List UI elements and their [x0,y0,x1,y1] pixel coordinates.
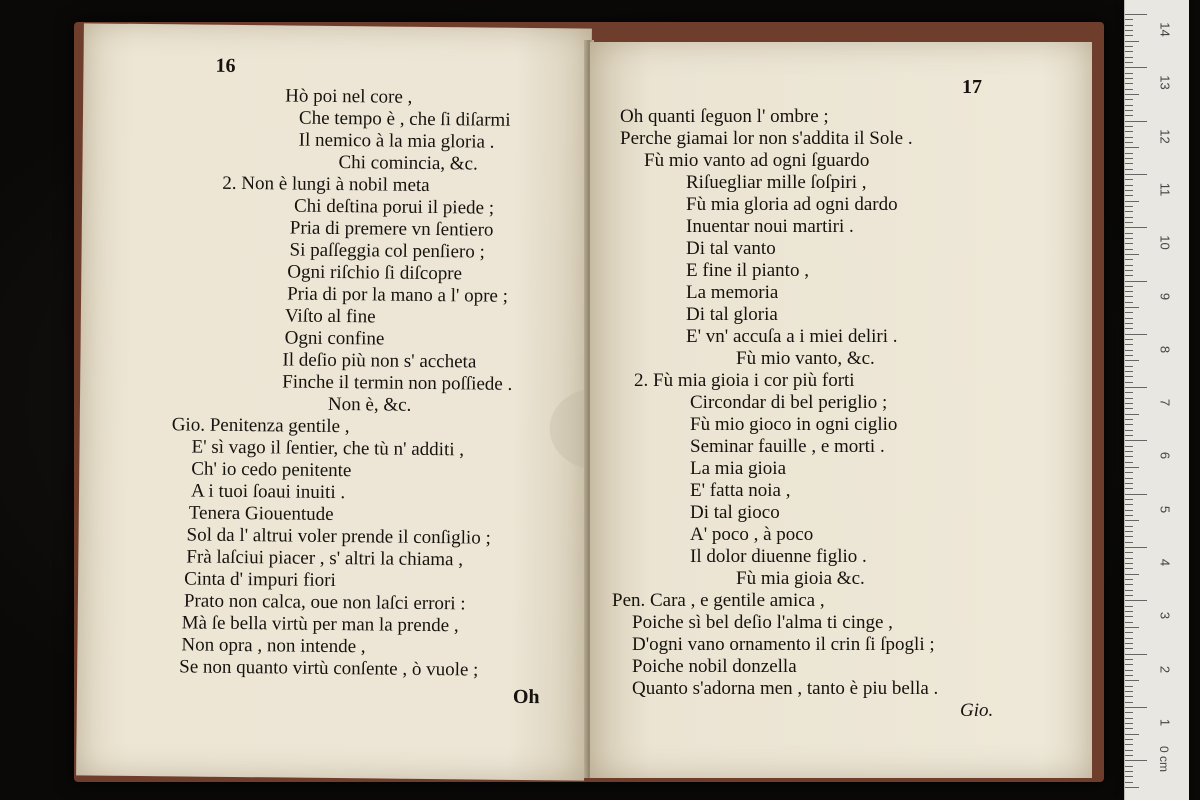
ruler-tick [1125,94,1139,95]
text-line: Fù mio vanto ad ogni ſguardo [644,150,870,171]
text-line: Seminar fauille , e morti . [690,436,885,457]
text-line: Pria di premere vn ſentiero [289,217,494,241]
text-line: Ogni riſchio ſi diſcopre [287,261,463,285]
ruler-tick [1125,291,1133,292]
ruler-tick [1125,606,1133,607]
ruler-tick [1125,750,1133,751]
ruler-tick [1125,57,1133,58]
ruler-tick [1125,414,1139,415]
ruler-tick [1125,504,1133,505]
ruler-tick [1125,296,1133,297]
ruler-tick [1125,355,1133,356]
ruler-tick [1125,302,1133,303]
ruler-tick [1125,392,1133,393]
ruler-tick [1125,243,1133,244]
ruler-tick [1125,766,1133,767]
text-line: Inuentar noui martiri . [686,216,854,237]
ruler-number: 6 [1157,452,1173,460]
text-line: Viſto al fine [284,305,376,328]
ruler-tick [1125,627,1139,628]
text-line: Ogni confine [284,327,385,350]
ruler-tick [1125,552,1133,553]
ruler-tick [1125,478,1133,479]
ruler-tick [1125,227,1147,228]
ruler-tick [1125,382,1133,383]
text-line: Pen. Cara , e gentile amica , [612,590,825,611]
ruler-number: 1 [1157,718,1173,726]
ruler-tick [1125,371,1133,372]
ruler-tick [1125,67,1147,68]
ruler-tick [1125,440,1147,441]
ruler-tick [1125,542,1133,543]
ruler-tick [1125,712,1133,713]
ruler-tick [1125,424,1133,425]
ruler-tick [1125,728,1133,729]
page-number: 16 [215,54,236,77]
text-line: E fine il pianto , [686,260,809,281]
ruler-tick [1125,51,1133,52]
ruler-tick [1125,616,1133,617]
ruler-tick [1125,153,1133,154]
ruler-tick [1125,691,1133,692]
text-line: Di tal vanto [686,238,776,259]
ruler-tick [1125,115,1133,116]
text-line: 2. Non è lungi à nobil meta [222,172,430,196]
ruler-tick [1125,419,1133,420]
text-line: Gio. Penitenza gentile , [171,414,350,438]
ruler-tick [1125,110,1133,111]
text-line: Che tempo è , che ſi diſarmi [298,107,511,131]
ruler-tick [1125,46,1133,47]
text-line: Tenera Giouentude [188,502,334,526]
ruler-tick [1125,584,1133,585]
ruler-tick [1125,467,1139,468]
ruler-tick [1125,360,1139,361]
ruler-number: 11 [1157,182,1173,197]
ruler-tick [1125,376,1133,377]
ruler-tick [1125,19,1133,20]
text-line: Cinta d' impuri fiori [184,568,336,592]
ruler-tick [1125,286,1133,287]
text-line: Fù mio gioco in ogni ciglio [690,414,898,435]
ruler-tick [1125,526,1133,527]
ruler-tick [1125,648,1133,649]
ruler-tick [1125,771,1133,772]
text-line: Oh quanti ſeguon l' ombre ; [620,106,829,127]
ruler-tick [1125,456,1133,457]
text-line: 2. Fù mia gioia i cor più forti [634,370,855,391]
ruler-tick [1125,675,1133,676]
ruler-tick [1125,41,1139,42]
text-line: Chi deſtina porui il piede ; [293,195,495,219]
ruler-tick [1125,563,1133,564]
text-line: E' vn' accuſa a i miei deliri . [686,326,898,347]
ruler-tick [1125,547,1147,548]
ruler-tick [1125,147,1139,148]
text-line: Poiche nobil donzella [632,656,797,677]
text-line: Il deſio più non s' accheta [282,349,477,373]
text-line: Perche giamai lor non s'addita il Sole . [620,128,913,149]
ruler-tick [1125,744,1133,745]
ruler-tick [1125,568,1133,569]
ruler-tick [1125,595,1133,596]
text-line: E' fatta noia , [690,480,791,501]
ruler-tick [1125,233,1133,234]
text-line: A' poco , à poco [690,524,814,545]
text-line: Chi comincia, &c. [338,152,478,175]
text-line: Il nemico à la mia gloria . [298,129,495,153]
text-line: Di tal gioco [690,502,780,523]
ruler-tick [1125,718,1133,719]
ruler-tick [1125,430,1133,431]
ruler-tick [1125,494,1147,495]
left-page [76,23,592,780]
text-line: Di tal gloria [686,304,778,325]
ruler-tick [1125,670,1133,671]
ruler-number: 4 [1157,558,1173,567]
ruler-tick [1125,222,1133,223]
ruler-tick [1125,307,1139,308]
ruler-tick [1125,782,1133,783]
ruler-tick [1125,600,1147,601]
ruler-number: 12 [1157,128,1173,144]
ruler-tick [1125,201,1139,202]
ruler-tick [1125,446,1133,447]
text-line: D'ogni vano ornamento il crin ſi ſpogli ; [632,634,935,655]
text-line: Sol da l' altrui voler prende il conſiglio ; [186,524,491,549]
ruler-tick [1125,312,1133,313]
ruler-tick [1125,73,1133,74]
ruler-tick [1125,366,1133,367]
text-line: Se non quanto virtù conſente , ò vuole ; [179,656,479,681]
ruler-tick [1125,121,1147,122]
ruler-tick [1125,654,1147,655]
ruler-tick [1125,510,1133,511]
ruler-tick [1125,702,1133,703]
text-line: Prato non calca, oue non laſci errori : [183,590,466,615]
text-line: Mà ſe bella virtù per man la prende , [181,612,459,637]
ruler-tick [1125,344,1133,345]
ruler-tick [1125,328,1133,329]
ruler-tick [1125,707,1147,708]
ruler-number: 3 [1157,612,1173,620]
ruler-tick [1125,238,1133,239]
ruler-number: 8 [1157,345,1173,353]
ruler-tick [1125,739,1133,740]
ruler-tick [1125,451,1133,452]
ruler-tick [1125,270,1133,271]
ruler-tick [1125,131,1133,132]
ruler-number: 13 [1157,75,1173,91]
ruler-tick [1125,387,1147,388]
ruler-tick [1125,558,1133,559]
ruler-tick [1125,83,1133,84]
ruler-tick [1125,35,1133,36]
ruler-tick [1125,89,1133,90]
ruler-tick [1125,211,1133,212]
ruler-number: 14 [1157,22,1173,37]
text-line: E' sì vago il ſentier, che tù n' additi , [191,436,465,461]
catch-word: Oh [512,685,540,709]
ruler-tick [1125,142,1133,143]
ruler-tick [1125,659,1133,660]
ruler-number: 2 [1157,665,1173,673]
text-line: Finche il termin non poſſiede . [282,371,513,395]
ruler-tick [1125,499,1133,500]
text-line: Si paſſeggia col penſiero ; [289,239,485,263]
ruler-tick [1125,734,1139,735]
ruler-tick [1125,664,1133,665]
ruler-tick [1125,190,1133,191]
ruler-tick [1125,462,1133,463]
ruler-tick [1125,339,1133,340]
ruler-tick [1125,265,1133,266]
text-line: Il dolor diuenne figlio . [690,546,867,567]
ruler-tick [1125,275,1133,276]
text-line: Poiche sì bel deſio l'alma ti cinge , [632,612,893,633]
ruler-tick [1125,686,1133,687]
ruler-tick [1125,158,1133,159]
ruler-tick [1125,787,1139,788]
ruler-tick [1125,206,1133,207]
catch-word: Gio. [960,700,994,721]
ruler-tick [1125,195,1133,196]
ruler-tick [1125,403,1133,404]
ruler-tick [1125,78,1133,79]
text-line: Hò poi nel core , [285,85,413,108]
ruler-tick [1125,622,1133,623]
text-line: Non opra , non intende , [181,634,366,658]
ruler-tick [1125,611,1133,612]
ruler-tick [1125,435,1133,436]
ruler-tick [1125,174,1147,175]
ruler-tick [1125,632,1133,633]
text-line: Circondar di bel periglio ; [690,392,888,413]
ruler-tick [1125,472,1133,473]
ruler-tick [1125,185,1133,186]
ruler-tick [1125,680,1139,681]
ruler-tick [1125,723,1133,724]
ruler-tick [1125,643,1133,644]
ruler-tick [1125,126,1133,127]
ruler-number: 9 [1157,292,1173,300]
ruler-tick [1125,217,1133,218]
ruler-tick [1125,760,1147,761]
ruler-tick [1125,163,1133,164]
ruler-tick [1125,99,1133,100]
ruler-tick [1125,579,1133,580]
ruler-tick [1125,638,1133,639]
ruler-tick [1125,776,1133,777]
ruler-tick [1125,137,1133,138]
text-line: Quanto s'adorna men , tanto è piu bella . [632,678,939,699]
ruler-tick [1125,483,1133,484]
ruler-tick [1125,62,1133,63]
text-line: Pria di por la mano a l' opre ; [287,283,509,307]
text-line: La mia gioia [690,458,787,479]
ruler-unit-label: 0 cm [1157,745,1172,773]
page-number: 17 [962,76,982,98]
ruler-tick [1125,520,1139,521]
ruler-tick [1125,408,1133,409]
ruler-number: 10 [1157,235,1173,250]
measuring-ruler [1124,0,1189,800]
text-line: Fù mia gioia &c. [736,568,865,589]
text-line: Fù mio vanto, &c. [736,348,875,369]
text-line: Riſuegliar mille ſoſpiri , [686,172,867,193]
text-line: Non è, &c. [327,393,412,416]
ruler-tick [1125,30,1133,31]
ruler-tick [1125,590,1133,591]
ruler-number: 5 [1157,505,1173,513]
ruler-tick [1125,536,1133,537]
ruler-number: 7 [1157,398,1173,407]
ruler-tick [1125,488,1133,489]
ruler-tick [1125,755,1133,756]
ruler-tick [1125,169,1133,170]
ruler-tick [1125,179,1133,180]
ruler-tick [1125,323,1133,324]
text-line: Ch' io cedo penitente [191,458,352,482]
ruler-tick [1125,105,1133,106]
text-line: A i tuoi ſoaui inuiti . [190,480,346,504]
ruler-tick [1125,25,1133,26]
ruler-tick [1125,350,1133,351]
text-line: La memoria [686,282,779,303]
text-line: Fù mia gloria ad ogni dardo [686,194,898,215]
ruler-tick [1125,398,1133,399]
ruler-tick [1125,574,1139,575]
ruler-tick [1125,696,1133,697]
right-page [590,42,1092,778]
ruler-tick [1125,281,1147,282]
ruler-tick [1125,318,1133,319]
ruler-tick [1125,14,1147,15]
ruler-tick [1125,515,1133,516]
text-line: Frà laſciui piacer , s' altri la chiama , [186,546,464,571]
ruler-tick [1125,334,1147,335]
ruler-tick [1125,249,1133,250]
ruler-tick [1125,254,1139,255]
ruler-tick [1125,531,1133,532]
ruler-tick [1125,259,1133,260]
